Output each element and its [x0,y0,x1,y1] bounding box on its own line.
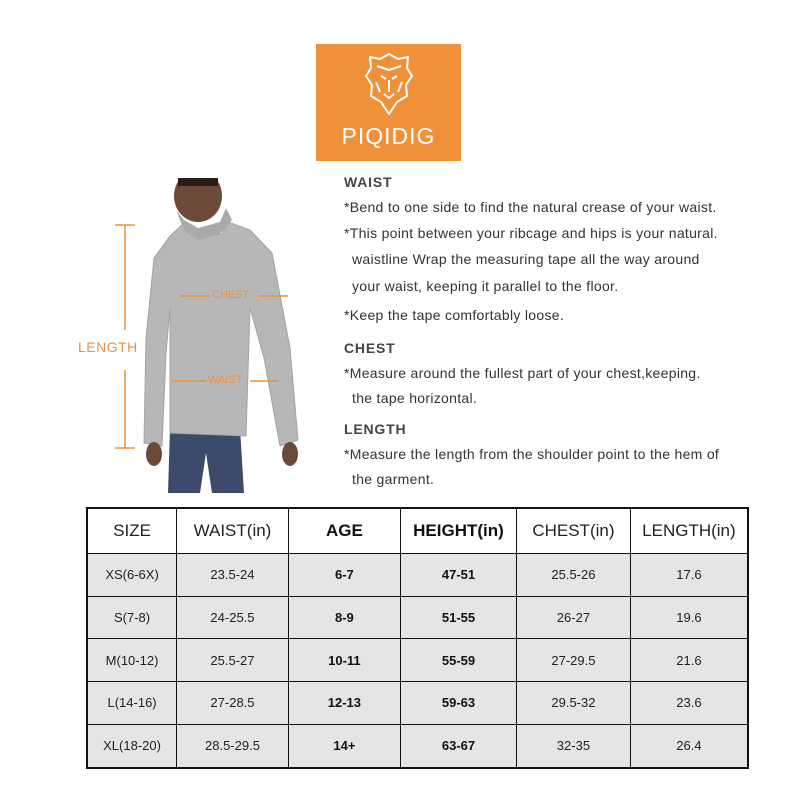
chest-heading: CHEST [344,340,396,356]
table-cell: 29.5-32 [517,681,631,724]
column-header: HEIGHT(in) [400,508,516,554]
waist-heading: WAIST [344,174,393,190]
table-cell: 25.5-27 [177,639,289,682]
length-label: LENGTH [78,339,138,355]
table-cell: 26.4 [630,724,748,768]
table-cell: L(14-16) [87,681,177,724]
table-cell: 59-63 [400,681,516,724]
child-pants [168,428,244,493]
size-chart-table [86,507,749,769]
table-cell: 17.6 [630,554,748,597]
length-line: *Measure the length from the shoulder point to the hem of [344,446,720,462]
length-dimension-line [110,224,140,450]
hoodie-body [144,222,298,446]
table-row [87,554,748,597]
table-cell: 23.6 [630,681,748,724]
brand-name: PIQIDIG [341,123,436,149]
column-header: WAIST(in) [177,508,289,554]
table-cell: 6-7 [288,554,400,597]
table-cell: 24-25.5 [177,596,289,639]
column-header: CHEST(in) [517,508,631,554]
waist-line: *Keep the tape comfortably loose. [344,307,565,323]
table-cell: 10-11 [288,639,400,682]
waist-line: waistline Wrap the measuring tape all the way around [352,251,700,267]
table-cell: 51-55 [400,596,516,639]
lion-head-icon [364,52,414,118]
table-row [87,596,748,639]
table-cell: 19.6 [630,596,748,639]
table-cell: M(10-12) [87,639,177,682]
table-row [87,724,748,768]
table-cell: 28.5-29.5 [177,724,289,768]
waist-label: WAIST [208,374,243,386]
table-cell: 32-35 [517,724,631,768]
chest-line: *Measure around the fullest part of your chest,keeping. [344,365,701,381]
table-cell: XS(6-6X) [87,554,177,597]
chest-label: CHEST [212,289,250,301]
length-line: the garment. [352,471,435,487]
table-cell: 27-28.5 [177,681,289,724]
table-cell: XL(18-20) [87,724,177,768]
column-header: AGE [288,508,400,554]
column-header: SIZE [87,508,177,554]
child-hoodie-illustration [140,178,320,493]
table-cell: 27-29.5 [517,639,631,682]
table-cell: 26-27 [517,596,631,639]
table-cell: 25.5-26 [517,554,631,597]
table-cell: 55-59 [400,639,516,682]
table-cell: 14+ [288,724,400,768]
table-cell: 63-67 [400,724,516,768]
table-cell: 21.6 [630,639,748,682]
table-row [87,681,748,724]
table-cell: 47-51 [400,554,516,597]
column-header: LENGTH(in) [630,508,748,554]
table-cell: S(7-8) [87,596,177,639]
table-header-row [87,508,748,554]
waist-line: *This point between your ribcage and hips is your natural. [344,225,718,241]
brand-logo [316,44,461,161]
table-cell: 12-13 [288,681,400,724]
table-cell: 23.5-24 [177,554,289,597]
waist-line: *Bend to one side to find the natural crease of your waist. [344,199,717,215]
length-heading: LENGTH [344,421,407,437]
waist-line: your waist, keeping it parallel to the floor. [352,278,619,294]
table-row [87,639,748,682]
table-cell: 8-9 [288,596,400,639]
chest-line: the tape horizontal. [352,390,478,406]
